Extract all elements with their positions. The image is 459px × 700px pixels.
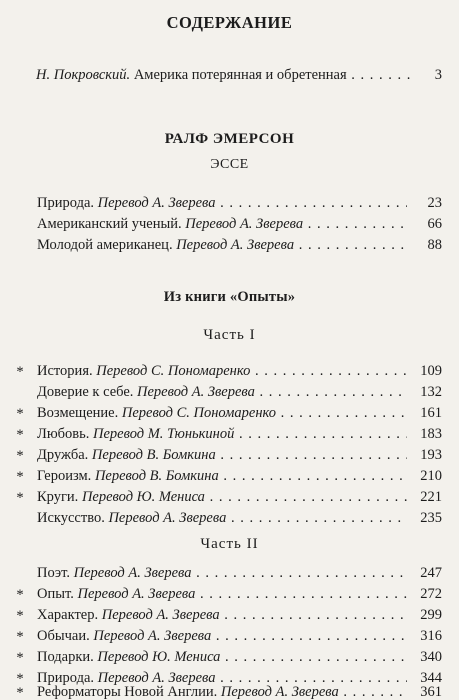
entry-page: 109 — [420, 363, 442, 379]
entry-title: Реформаторы Новой Англии. — [37, 684, 218, 700]
entry-text — [37, 508, 407, 528]
entry-page: 316 — [420, 628, 442, 644]
entry-text — [37, 445, 407, 465]
toc-entry — [0, 508, 459, 528]
toc-entry — [0, 466, 459, 486]
entry-text — [37, 563, 407, 583]
entry-title: Подарки. — [37, 649, 94, 665]
toc-entry — [0, 626, 459, 646]
toc-entry — [0, 647, 459, 667]
entry-page: 361 — [420, 684, 442, 700]
star-mark: * — [16, 671, 24, 687]
entry-text — [37, 235, 407, 255]
entry-text — [37, 605, 407, 625]
entry-page: 299 — [420, 607, 442, 623]
section-subtitle: ЭССЕ — [210, 157, 249, 172]
entry-translator: Перевод С. Пономаренко — [121, 405, 276, 421]
entry-title: Опыт. — [37, 586, 74, 602]
entry-translator: Перевод Ю. Мениса — [81, 489, 205, 505]
entry-author: Н. Покровский. — [36, 67, 131, 83]
entry-title: Поэт. — [37, 565, 70, 581]
entry-page: 161 — [420, 405, 442, 421]
book-title: Из книги «Опыты» — [163, 289, 296, 305]
entry-page: 235 — [420, 510, 442, 526]
entry-title: Характер. — [37, 607, 99, 623]
entry-page: 88 — [427, 237, 442, 253]
toc-entry — [0, 445, 459, 465]
star-mark: * — [16, 650, 24, 666]
entry-translator: Перевод Ю. Мениса — [97, 649, 221, 665]
entry-text — [37, 466, 407, 486]
star-mark: * — [16, 469, 24, 485]
entry-text — [37, 382, 407, 402]
entry-title: Героизм. — [37, 468, 92, 484]
entry-page: 23 — [427, 195, 442, 211]
star-mark: * — [16, 448, 24, 464]
toc-entry — [0, 235, 459, 255]
entry-page: 3 — [434, 67, 442, 83]
entry-translator: Перевод А. Зверева — [108, 510, 227, 526]
entry-page: 272 — [420, 586, 442, 602]
entry-translator: Перевод А. Зверева — [220, 684, 339, 700]
entry-text — [37, 403, 407, 423]
entry-page: 210 — [420, 468, 442, 484]
entry-text — [37, 626, 407, 646]
toc-entry — [0, 361, 459, 381]
star-mark: * — [16, 629, 24, 645]
entry-title: Круги. — [37, 489, 79, 505]
entry-title: Американский ученый. — [37, 216, 182, 232]
entry-page: 340 — [420, 649, 442, 665]
star-mark: * — [16, 608, 24, 624]
star-mark: * — [16, 364, 24, 380]
page-title: СОДЕРЖАНИЕ — [166, 13, 293, 32]
author-name: РАЛФ ЭМЕРСОН — [164, 131, 295, 147]
entry-text — [37, 214, 407, 234]
entry-title: Молодой американец. — [37, 237, 173, 253]
entry-page: 193 — [420, 447, 442, 463]
entry-title: Возмещение. — [37, 405, 119, 421]
entry-translator: Перевод А. Зверева — [97, 195, 216, 211]
toc-entry-intro — [0, 65, 459, 85]
entry-translator: Перевод А. Зверева — [97, 670, 216, 686]
part1-label: Часть I — [203, 327, 256, 343]
toc-entry — [0, 487, 459, 507]
toc-entry — [0, 382, 459, 402]
toc-entry — [0, 214, 459, 234]
entry-title: Природа. — [37, 195, 95, 211]
entry-text — [37, 487, 407, 507]
entry-translator: Перевод А. Зверева — [93, 628, 212, 644]
entry-translator: Перевод В. Бомкина — [91, 447, 216, 463]
entry-page: 66 — [427, 216, 442, 232]
entry-title: Обычаи. — [37, 628, 90, 644]
entry-text — [37, 584, 407, 604]
entry-translator: Перевод А. Зверева — [185, 216, 304, 232]
star-mark: * — [16, 427, 24, 443]
entry-text — [37, 424, 407, 444]
entry-translator: Перевод А. Зверева — [176, 237, 295, 253]
entry-text — [37, 647, 407, 667]
entry-title: Доверие к себе. — [37, 384, 134, 400]
entry-translator: Перевод А. Зверева — [101, 607, 220, 623]
entry-text — [37, 193, 407, 213]
star-mark: * — [16, 685, 24, 700]
star-mark: * — [16, 490, 24, 506]
entry-page: 132 — [420, 384, 442, 400]
entry-page: 183 — [420, 426, 442, 442]
entry-text — [36, 65, 413, 85]
star-mark: * — [16, 587, 24, 603]
toc-entry — [0, 424, 459, 444]
entry-text — [37, 361, 407, 381]
entry-title: История. — [37, 363, 93, 379]
toc-entry — [0, 403, 459, 423]
entry-page: 221 — [420, 489, 442, 505]
entry-translator: Перевод В. Бомкина — [94, 468, 219, 484]
toc-entry — [0, 563, 459, 583]
entry-title: Природа. — [37, 670, 95, 686]
toc-entry — [0, 605, 459, 625]
star-mark: * — [16, 406, 24, 422]
part2-label: Часть II — [200, 536, 259, 552]
toc-entry — [0, 193, 459, 213]
entry-text — [37, 682, 407, 700]
entry-title: Америка потерянная и обретенная — [133, 67, 347, 83]
entry-page: 344 — [420, 670, 442, 686]
entry-translator: Перевод М. Тюнькиной — [93, 426, 235, 442]
entry-translator: Перевод А. Зверева — [77, 586, 196, 602]
entry-title: Любовь. — [37, 426, 90, 442]
entry-translator: Перевод А. Зверева — [137, 384, 255, 400]
toc-entry — [0, 584, 459, 604]
entry-page: 247 — [420, 565, 442, 581]
entry-title: Дружба. — [37, 447, 89, 463]
entry-title: Искусство. — [37, 510, 105, 526]
entry-translator: Перевод А. Зверева — [73, 565, 192, 581]
toc-entry — [0, 682, 459, 700]
entry-translator: Перевод С. Пономаренко — [96, 363, 251, 379]
